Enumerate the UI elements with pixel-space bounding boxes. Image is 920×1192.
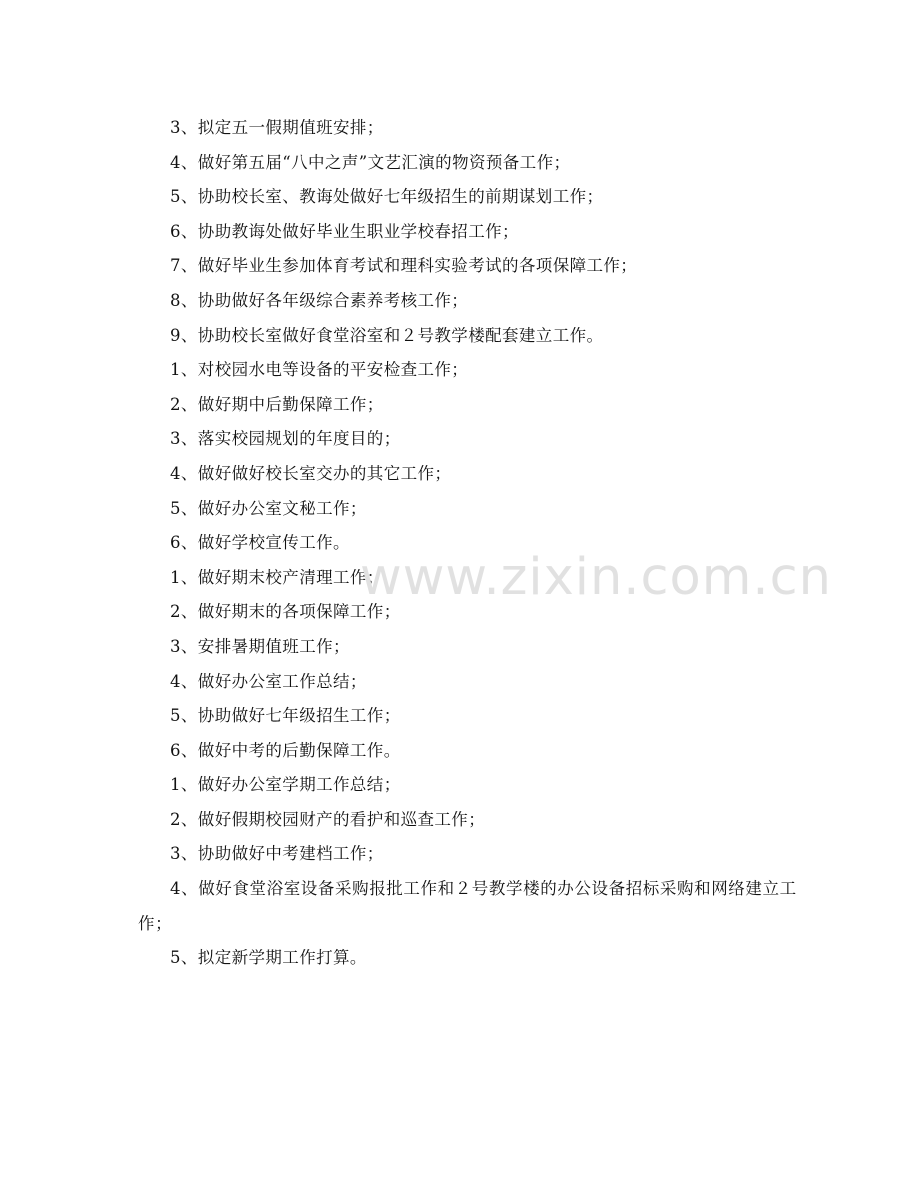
list-item: 6、做好学校宣传工作。 — [170, 533, 350, 553]
list-item: 4、做好食堂浴室设备采购报批工作和２号教学楼的办公设备招标采购和网络建立工作； — [138, 879, 797, 933]
list-item: 4、做好做好校长室交办的其它工作； — [170, 463, 452, 483]
list-item: 2、做好期末的各项保障工作； — [170, 602, 401, 622]
list-item: 2、做好期中后勤保障工作； — [170, 394, 384, 414]
list-item: 6、协助教诲处做好毕业生职业学校春招工作； — [170, 221, 519, 241]
list-item: 5、协助校长室、教诲处做好七年级招生的前期谋划工作； — [170, 187, 604, 207]
list-item: 5、拟定新学期工作打算。 — [170, 948, 367, 968]
list-item: 4、做好办公室工作总结； — [170, 671, 367, 691]
list-item: 8、协助做好各年级综合素养考核工作； — [170, 290, 469, 310]
list-item: 5、协助做好七年级招生工作； — [170, 706, 401, 726]
watermark: www.zixin.com.cn — [360, 548, 832, 607]
list-item: 3、拟定五一假期值班安排； — [170, 118, 384, 137]
list-item: 1、做好办公室学期工作总结； — [170, 775, 401, 795]
list-item: 6、做好中考的后勤保障工作。 — [170, 740, 401, 760]
document-body — [138, 111, 798, 976]
list-item: 5、做好办公室文秘工作； — [170, 498, 367, 518]
list-item: 1、对校园水电等设备的平安检查工作； — [170, 360, 469, 380]
list-item: 4、做好第五届“八中之声”文艺汇演的物资预备工作； — [170, 152, 571, 172]
list-item: 9、协助校长室做好食堂浴室和２号教学楼配套建立工作。 — [170, 325, 604, 345]
list-item: 3、落实校园规划的年度目的； — [170, 429, 401, 449]
list-item: 7、做好毕业生参加体育考试和理科实验考试的各项保障工作； — [170, 256, 638, 276]
list-item: 3、安排暑期值班工作； — [170, 636, 350, 656]
list-item: 1、做好期末校产清理工作； — [170, 567, 384, 587]
list-item: 2、做好假期校园财产的看护和巡查工作； — [170, 809, 486, 829]
list-item: 3、协助做好中考建档工作； — [170, 844, 384, 864]
